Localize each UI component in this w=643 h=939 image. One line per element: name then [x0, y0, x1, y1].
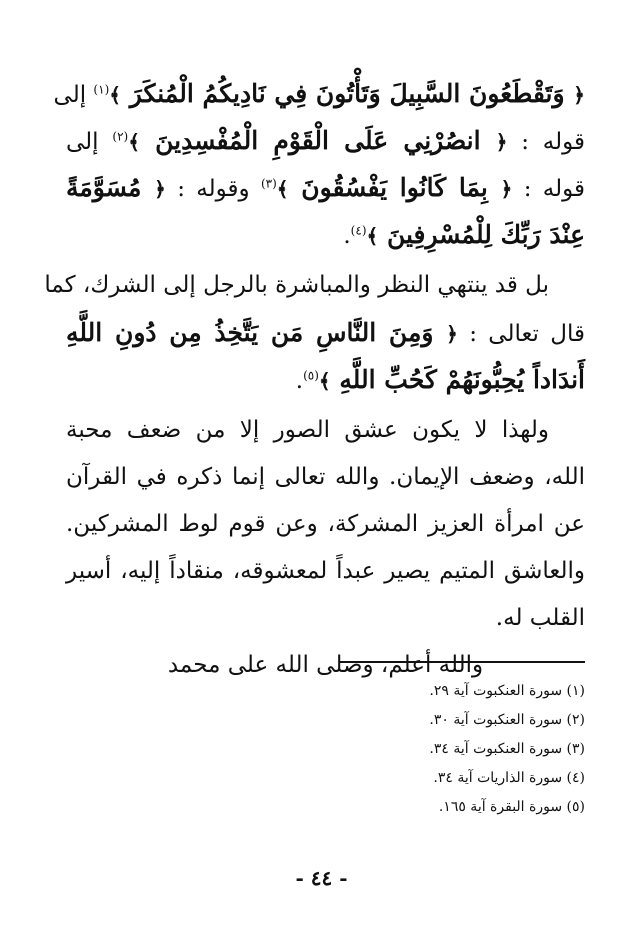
quran-text: وَمِنَ النَّاسِ مَن يَتَّخِذُ مِن دُونِ اللَّهِ: [66, 318, 434, 347]
text-line-4: [66, 211, 585, 258]
footnote-marker: (٣): [260, 176, 277, 191]
footnote-item: (٢) سورة العنكبوت آية ٣٠.: [429, 712, 585, 728]
text-fragment: الله، وضعف الإيمان. والله تعالى إنما ذكره في القرآن: [66, 464, 585, 490]
quran-verse: [66, 173, 166, 202]
text-fragment: وقوله :: [177, 176, 250, 202]
quran-ornament-close: ﴾: [128, 130, 140, 154]
text-line-8: [66, 407, 585, 454]
quran-verse: [128, 126, 507, 155]
footnote-marker: (٥): [303, 368, 319, 383]
footnote-marker: (٢): [112, 129, 129, 144]
quran-ornament-close: ﴾: [109, 83, 121, 107]
quran-ornament-open: ﴿: [154, 177, 166, 201]
text-fragment: والله أعلم، وصلى الله على محمد: [167, 652, 484, 678]
quran-verse: [109, 79, 585, 108]
text-line-9: [66, 454, 585, 501]
footnote-marker: (١): [93, 82, 110, 97]
footnote-marker: (٤): [350, 223, 367, 238]
text-line-10: [66, 501, 585, 548]
quran-ornament-close: ﴾: [318, 369, 331, 393]
text-fragment: عن امرأة العزيز المشركة، وعن قوم لوط المشركين.: [66, 511, 585, 537]
text-fragment: ولهذا لا يكون عشق الصور إلا من ضعف محبة: [66, 417, 549, 443]
footnote-item: (٣) سورة العنكبوت آية ٣٤.: [429, 741, 585, 757]
quran-ornament-open: ﴿: [573, 83, 585, 107]
footnotes: [285, 677, 585, 822]
text-line-11: [66, 548, 585, 595]
text-line-12: [66, 595, 585, 642]
page-number: - ٤٤ -: [295, 866, 348, 890]
text-fragment: قوله :: [523, 176, 585, 202]
quran-text: عِنْدَ رَبِّكَ لِلْمُسْرِفِينَ: [386, 220, 585, 249]
text-fragment: القلب له.: [495, 605, 585, 631]
quran-verse: [319, 365, 585, 394]
quran-ornament-open: ﴿: [500, 177, 513, 201]
text-fragment: إلى: [53, 82, 87, 108]
text-line-6: [66, 309, 585, 356]
text-line-5: [44, 262, 585, 309]
quran-ornament-close: ﴾: [366, 224, 379, 248]
quran-ornament-open: ﴿: [495, 130, 508, 154]
main-text: [44, 70, 586, 689]
quran-ornament-close: ﴾: [276, 177, 289, 201]
quran-verse: [66, 318, 458, 347]
text-fragment: .: [343, 223, 351, 249]
quran-text: وَتَقْطَعُونَ السَّبِيلَ وَتَأْتُونَ فِي نَادِيكُمُ الْمُنكَرَ: [129, 79, 565, 108]
footnote-item: (٤) سورة الذاريات آية ٣٤.: [433, 770, 585, 786]
text-fragment: بل قد ينتهي النظر والمباشرة بالرجل إلى الشرك، كما: [44, 272, 549, 298]
text-line-2: [66, 117, 585, 164]
footnote-item: (٥) سورة البقرة آية ١٦٥.: [438, 799, 585, 815]
text-fragment: إلى: [66, 129, 99, 155]
text-fragment: قوله :: [521, 129, 586, 155]
quran-text: أَندَاداً يُحِبُّونَهُمْ كَحُبِّ اللَّهِ: [339, 365, 585, 394]
footnote-divider: [339, 661, 585, 663]
footnote-item: (١) سورة العنكبوت آية ٢٩.: [429, 683, 585, 699]
text-line-1: [53, 70, 585, 117]
text-line-3: [66, 164, 585, 211]
quran-verse: [277, 173, 513, 202]
quran-verse: [367, 220, 586, 249]
quran-ornament-open: ﴿: [446, 322, 458, 346]
quran-text: مُسَوَّمَةً: [66, 173, 142, 202]
text-line-7: [66, 356, 585, 403]
text-fragment: .: [295, 368, 304, 394]
quran-text: بِمَا كَانُوا يَفْسُقُونَ: [301, 173, 488, 202]
text-fragment: قال تعالى :: [469, 321, 585, 347]
quran-text: انصُرْنِي عَلَى الْقَوْمِ الْمُفْسِدِينَ: [155, 126, 481, 155]
text-fragment: والعاشق المتيم يصير عبداً لمعشوقه، منقاداً إليه، أسير: [66, 558, 585, 584]
